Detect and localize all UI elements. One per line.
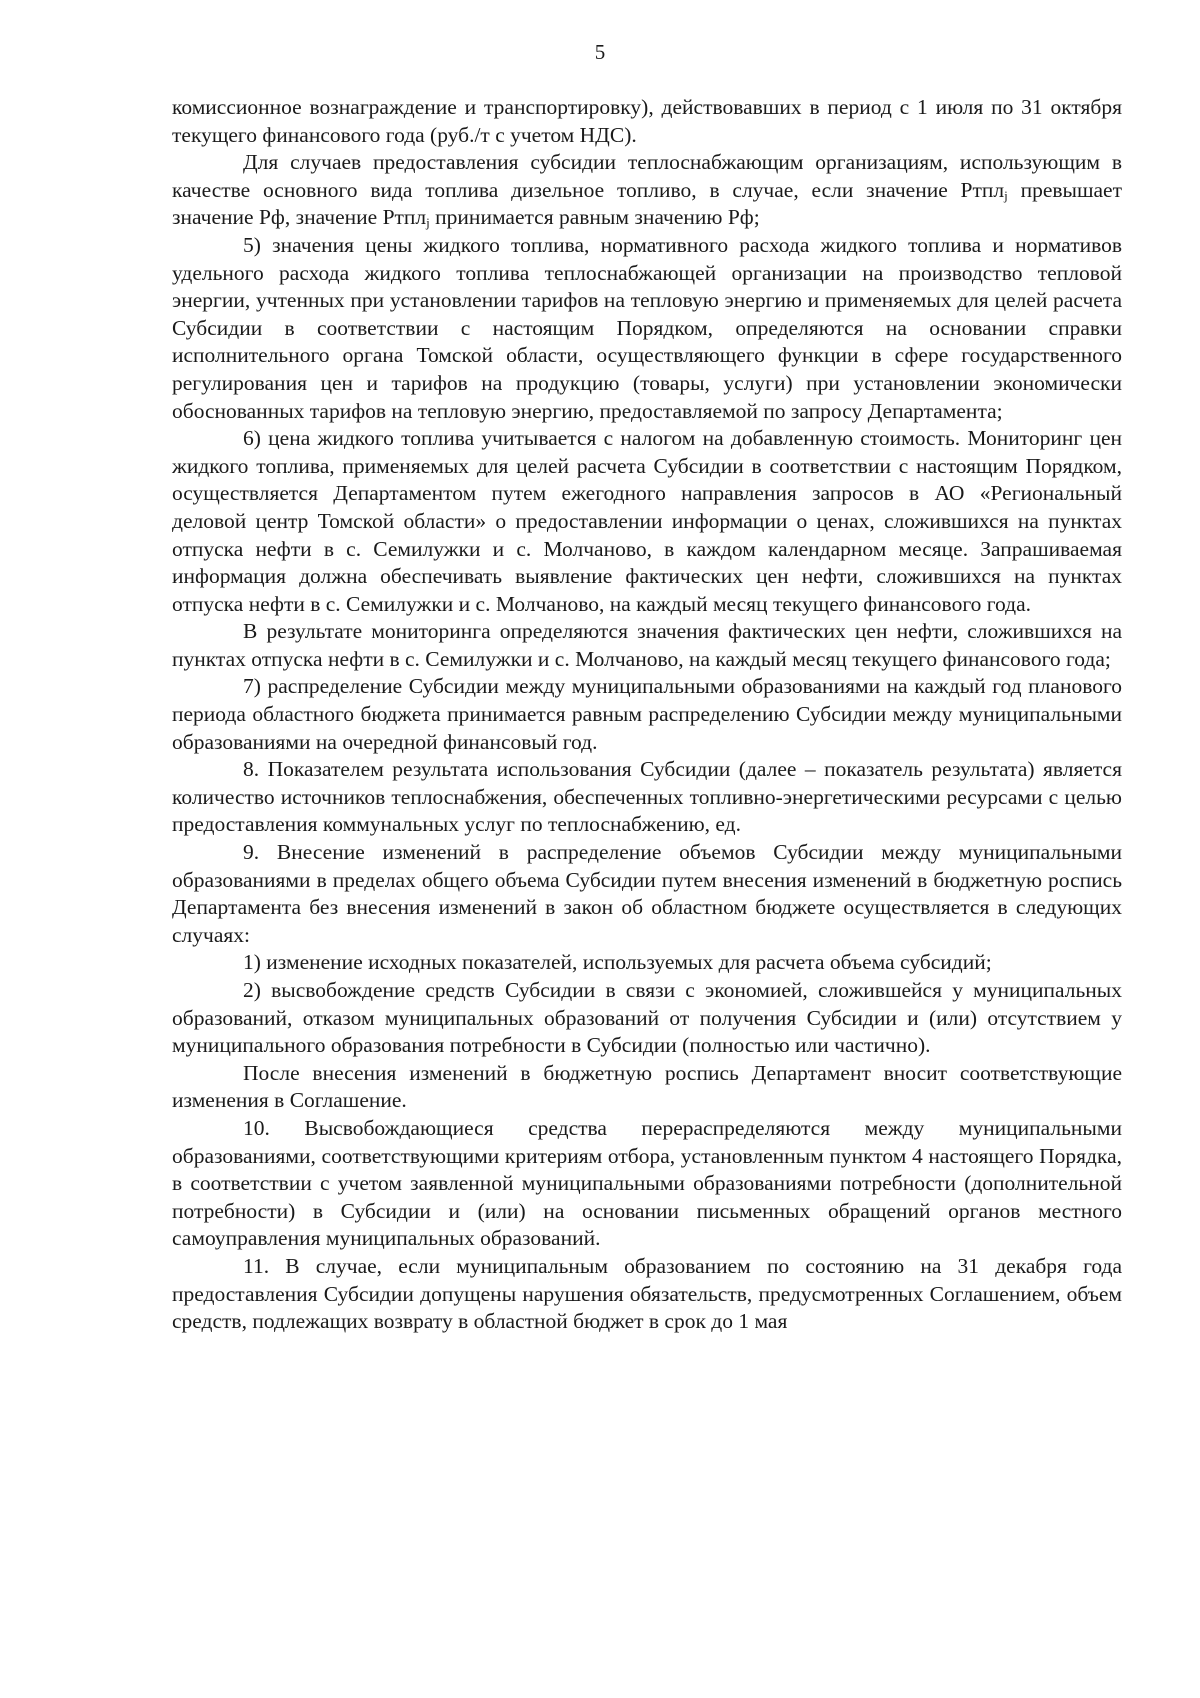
subscript-index: j (1004, 187, 1008, 203)
paragraph-11: 10. Высвобождающиеся средства перераспределяются между муниципальными образованиями, соответствующими критериям отбора, установленным пунктом 4 настоящего Порядка, в соответствии с учетом заявленной муниципальными образованиями потребности (дополнительной потребности) в Субсидии и (или) на основании письменных обращений органов местного самоуправления муниципальных образований. (172, 1115, 1122, 1251)
paragraph-8: 1) изменение исходных показателей, используемых для расчета объема субсидий; (243, 950, 992, 975)
page-number: 5 (594, 40, 606, 64)
document-body (172, 94, 1122, 1336)
paragraph-5: 7) распределение Субсидии между муниципальными образованиями на каждый год планового периода областного бюджета принимается равным распределению Субсидии между муниципальными образованиями на очередной финансовый год. (172, 674, 1122, 754)
paragraph-10: После внесения изменений в бюджетную роспись Департамент вносит соответствующие изменения в Соглашение. (172, 1060, 1122, 1113)
paragraph-4: В результате мониторинга определяются значения фактических цен нефти, сложившихся на пунктах отпуска нефти в с. Семилужки и с. Молчаново, на каждый месяц текущего финансового года; (172, 619, 1122, 671)
paragraph-12: 11. В случае, если муниципальным образованием по состоянию на 31 декабря года предоставления Субсидии допущены нарушения обязательств, предусмотренных Соглашением, объем средств, подлежащих возврату в областной бюджет в срок до 1 мая (172, 1253, 1122, 1334)
paragraph-3: 6) цена жидкого топлива учитывается с налогом на добавленную стоимость. Мониторинг цен жидкого топлива, применяемых для целей расчета Субсидии в соответствии с настоящим Порядком, осуществляется Департаментом путем ежегодного направления запросов в АО «Региональный деловой центр Томской области» о предоставлении информации о ценах, сложившихся на пунктах отпуска нефти в с. Семилужки и с. Молчаново, в каждом календарном месяце. Запрашиваемая информация должна обеспечивать выявление фактических цен нефти, сложившихся на пунктах отпуска нефти в с. Семилужки и с. Молчаново, на каждый месяц текущего финансового года. (172, 426, 1122, 616)
paragraph-2: 5) значения цены жидкого топлива, нормативного расхода жидкого топлива и нормативов удельного расхода жидкого топлива теплоснабжающей организации на производство тепловой энергии, учтенных при установлении тарифов на тепловую энергию и применяемых для целей расчета Субсидии в соответствии с настоящим Порядком, определяются на основании справки исполнительного органа Томской области, осуществляющего функции в сфере государственного регулирования цен и тарифов на продукцию (товары, услуги) при установлении экономически обоснованных тарифов на тепловую энергию, предоставляемой по запросу Департамента; (172, 232, 1122, 423)
paragraph-1 (172, 149, 1122, 232)
paragraph-6: 8. Показателем результата использования Субсидии (далее – показатель результата) является количество источников теплоснабжения, обеспеченных топливно-энергетическими ресурсами с целью предоставления коммунальных услуг по теплоснабжению, ед. (172, 757, 1122, 837)
text-segment: принимается равным значению Рф; (429, 205, 760, 230)
paragraph-7: 9. Внесение изменений в распределение объемов Субсидии между муниципальными образованиями в пределах общего объема Субсидии путем внесения изменений в бюджетную роспись Департамента без внесения изменений в закон об областном бюджете осуществляется в следующих случаях: (172, 840, 1122, 947)
text-segment: Для случаев предоставления субсидии теплоснабжающим организациям, использующим в качестве основного вида топлива дизельное топливо, в случае, если значение Ртпл (172, 150, 1122, 202)
subscript-index: j (426, 215, 430, 231)
text-segment: превышает значение Рф, значение Ртпл (172, 177, 1122, 230)
paragraph-9: 2) высвобождение средств Субсидии в связи с экономией, сложившейся у муниципальных образований, отказом муниципальных образований от получения Субсидии и (или) отсутствием у муниципального образования потребности в Субсидии (полностью или частично). (172, 978, 1122, 1058)
paragraph-0: комиссионное вознаграждение и транспортировку), действовавших в период с 1 июля по 31 октября текущего финансового года (руб./т с учетом НДС). (172, 95, 1122, 147)
